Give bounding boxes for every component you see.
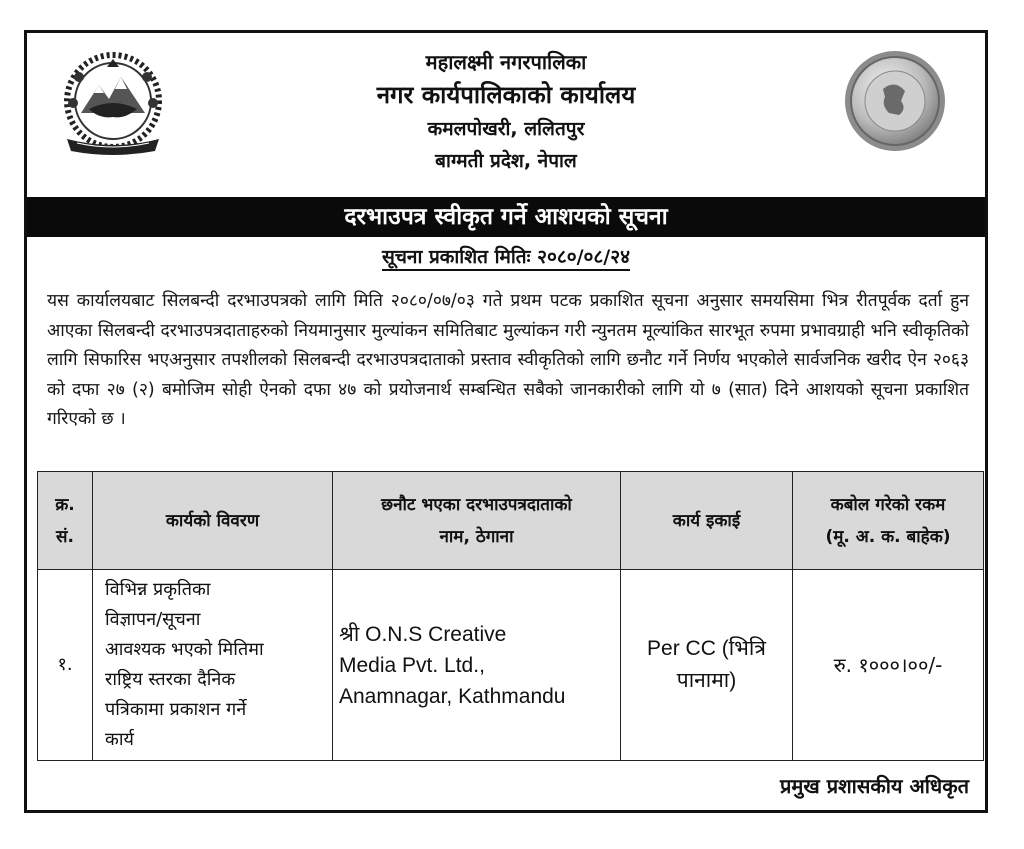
col-header-bidder xyxy=(333,472,621,570)
notice-body: यस कार्यालयबाट सिलबन्दी दरभाउपत्रको लागि मिति २०८०/०७/०३ गते प्रथम पटक प्रकाशित सूचना अनुसार समयसिमा भित्र रीतपूर्वक दर्ता हुन आएका सिलबन्दी दरभाउपत्रदाताहरुको नियमानुसार मुल्यांकन समितिबाट मुल्यांकन गरी न्युनतम मूल्यांकित सारभूत रुपमा प्रभावग्राही भनि स्वीकृतिको लागि सिफारिस भएअनुसार तपशीलको सिलबन्दी दरभाउपत्रदाताको प्रस्ताव स्वीकृतिको लागि छनौट गर्ने निर्णय भएकोले सार्वजनिक खरीद ऐन २०६३ को दफा २७ (२) बमोजिम सोही ऐनको दफा ४७ को प्रयोजनार्थ सम्बन्धित सबैको जानकारीको लागि यो ७ (सात) दिने आशयको सूचना प्रकाशित गरिएको छ । xyxy=(47,291,969,429)
unit-line: Per CC (भित्रि xyxy=(647,637,766,660)
description-line: कार्य xyxy=(105,729,134,750)
col-header-amount-line1: कबोल गरेको रकम xyxy=(830,494,946,515)
cell-unit xyxy=(621,570,793,761)
description-line: आवश्यक भएको मितिमा xyxy=(105,639,264,660)
bidder-line: Media Pvt. Ltd., xyxy=(339,653,485,677)
col-header-description xyxy=(93,472,333,570)
col-header-amount xyxy=(793,472,984,570)
cell-sn: १. xyxy=(38,570,93,761)
publish-date-text: सूचना प्रकाशित मितिः २०८०/०८/२४ xyxy=(382,246,630,271)
municipality-name: महालक्ष्मी नगरपालिका xyxy=(425,50,587,74)
col-header-bidder-line2: नाम, ठेगाना xyxy=(439,526,514,547)
col-header-sn xyxy=(38,472,93,570)
award-table xyxy=(37,471,984,761)
notice-frame xyxy=(24,30,988,813)
notice-title-banner: दरभाउपत्र स्वीकृत गर्ने आशयको सूचना xyxy=(27,197,985,237)
description-line: विभिन्न प्रकृतिका xyxy=(105,579,211,600)
province-country: बाग्मती प्रदेश, नेपाल xyxy=(435,150,577,172)
bidder-line: श्री O.N.S Creative xyxy=(339,622,507,646)
col-header-description-text: कार्यको विवरण xyxy=(165,510,260,531)
description-line: विज्ञापन/सूचना xyxy=(105,609,201,630)
description-line: पत्रिकामा प्रकाशन गर्ने xyxy=(105,699,247,720)
table-header-row xyxy=(38,472,984,570)
publish-date xyxy=(27,243,985,271)
col-header-sn-line2: सं. xyxy=(56,526,74,547)
signatory-title: प्रमुख प्रशासकीय अधिकृत xyxy=(780,774,969,798)
col-header-amount-line2: (मू. अ. क. बाहेक) xyxy=(825,526,951,547)
header-text xyxy=(27,47,985,177)
cell-description xyxy=(93,570,333,761)
col-header-bidder-line1: छनौट भएका दरभाउपत्रदाताको xyxy=(381,494,572,515)
table-row xyxy=(38,570,984,761)
municipality-seal-icon xyxy=(843,49,947,153)
header xyxy=(27,33,985,195)
bidder-line: Anamnagar, Kathmandu xyxy=(339,684,566,708)
unit-line: पानामा) xyxy=(676,669,737,692)
col-header-unit-text: कार्य इकाई xyxy=(672,510,741,531)
office-address: कमलपोखरी, ललितपुर xyxy=(427,118,585,140)
cell-amount: रु. १०००।००/- xyxy=(793,570,984,761)
col-header-unit xyxy=(621,472,793,570)
office-name: नगर कार्यपालिकाको कार्यालय xyxy=(376,81,636,109)
description-line: राष्ट्रिय स्तरका दैनिक xyxy=(105,669,236,690)
cell-bidder xyxy=(333,570,621,761)
col-header-sn-line1: क्र. xyxy=(55,494,75,515)
